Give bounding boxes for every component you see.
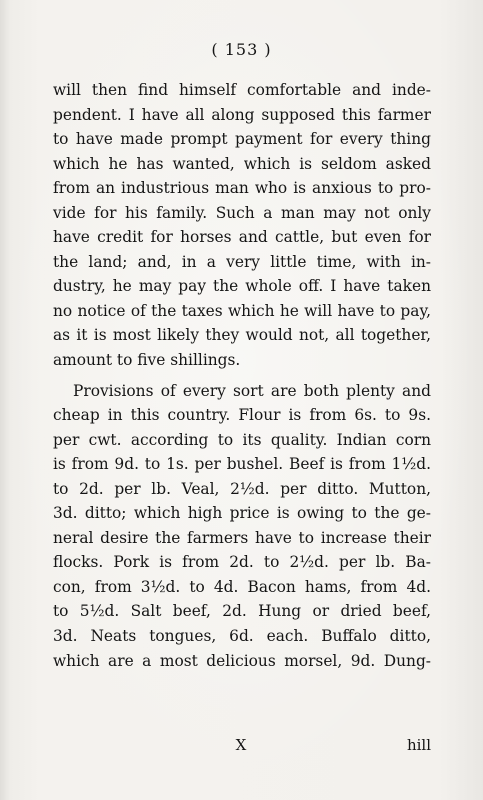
text-line: to 5½d. Salt beef, 2d. Hung or dried beef,	[53, 602, 431, 621]
text-line: will then find himself comfortable and inde-	[53, 81, 431, 99]
text-line: no notice of the taxes which he will have to pay,	[53, 301, 431, 320]
paragraph-2	[53, 379, 431, 674]
text-line: per cwt. according to its quality. Indian corn	[53, 430, 431, 449]
text-line: Provisions of every sort are both plenty and	[73, 381, 431, 400]
paragraph-1	[53, 78, 431, 373]
text-line: flocks. Pork is from 2d. to 2½d. per lb. Ba-	[53, 553, 431, 572]
text-line: 3d. ditto; which high price is owing to the ge-	[53, 504, 431, 523]
body-text	[53, 78, 431, 673]
text-line: which he has wanted, which is seldom asked	[53, 154, 431, 173]
text-line: vide for his family. Such a man may not only	[53, 203, 431, 222]
text-line: have credit for horses and cattle, but even for	[53, 228, 431, 247]
catchword: hill	[406, 736, 431, 754]
text-line: as it is most likely they would not, all together,	[53, 326, 431, 345]
text-line: which are a most delicious morsel, 9d. Dung-	[53, 651, 431, 670]
text-line: pendent. I have all along supposed this farmer	[53, 105, 431, 124]
text-line: amount to five shillings.	[53, 351, 241, 370]
text-line: to 2d. per lb. Veal, 2½d. per ditto. Mutton,	[53, 479, 431, 498]
page-number: ( 153 )	[211, 40, 272, 59]
text-line: to have made prompt payment for every thing	[53, 130, 431, 149]
text-line: is from 9d. to 1s. per bushel. Beef is from 1½d.	[53, 455, 431, 474]
text-line: dustry, he may pay the whole off. I have taken	[53, 277, 431, 296]
text-line: neral desire the farmers have to increase their	[53, 528, 431, 547]
text-line: con, from 3½d. to 4d. Bacon hams, from 4d.	[53, 577, 431, 596]
text-line: cheap in this country. Flour is from 6s. to 9s.	[53, 406, 431, 425]
signature-mark: X	[235, 736, 248, 754]
text-line: 3d. Neats tongues, 6d. each. Buffalo ditto,	[53, 627, 431, 646]
text-line: the land; and, in a very little time, with in-	[53, 252, 431, 271]
text-line: from an industrious man who is anxious to pro-	[53, 179, 431, 198]
